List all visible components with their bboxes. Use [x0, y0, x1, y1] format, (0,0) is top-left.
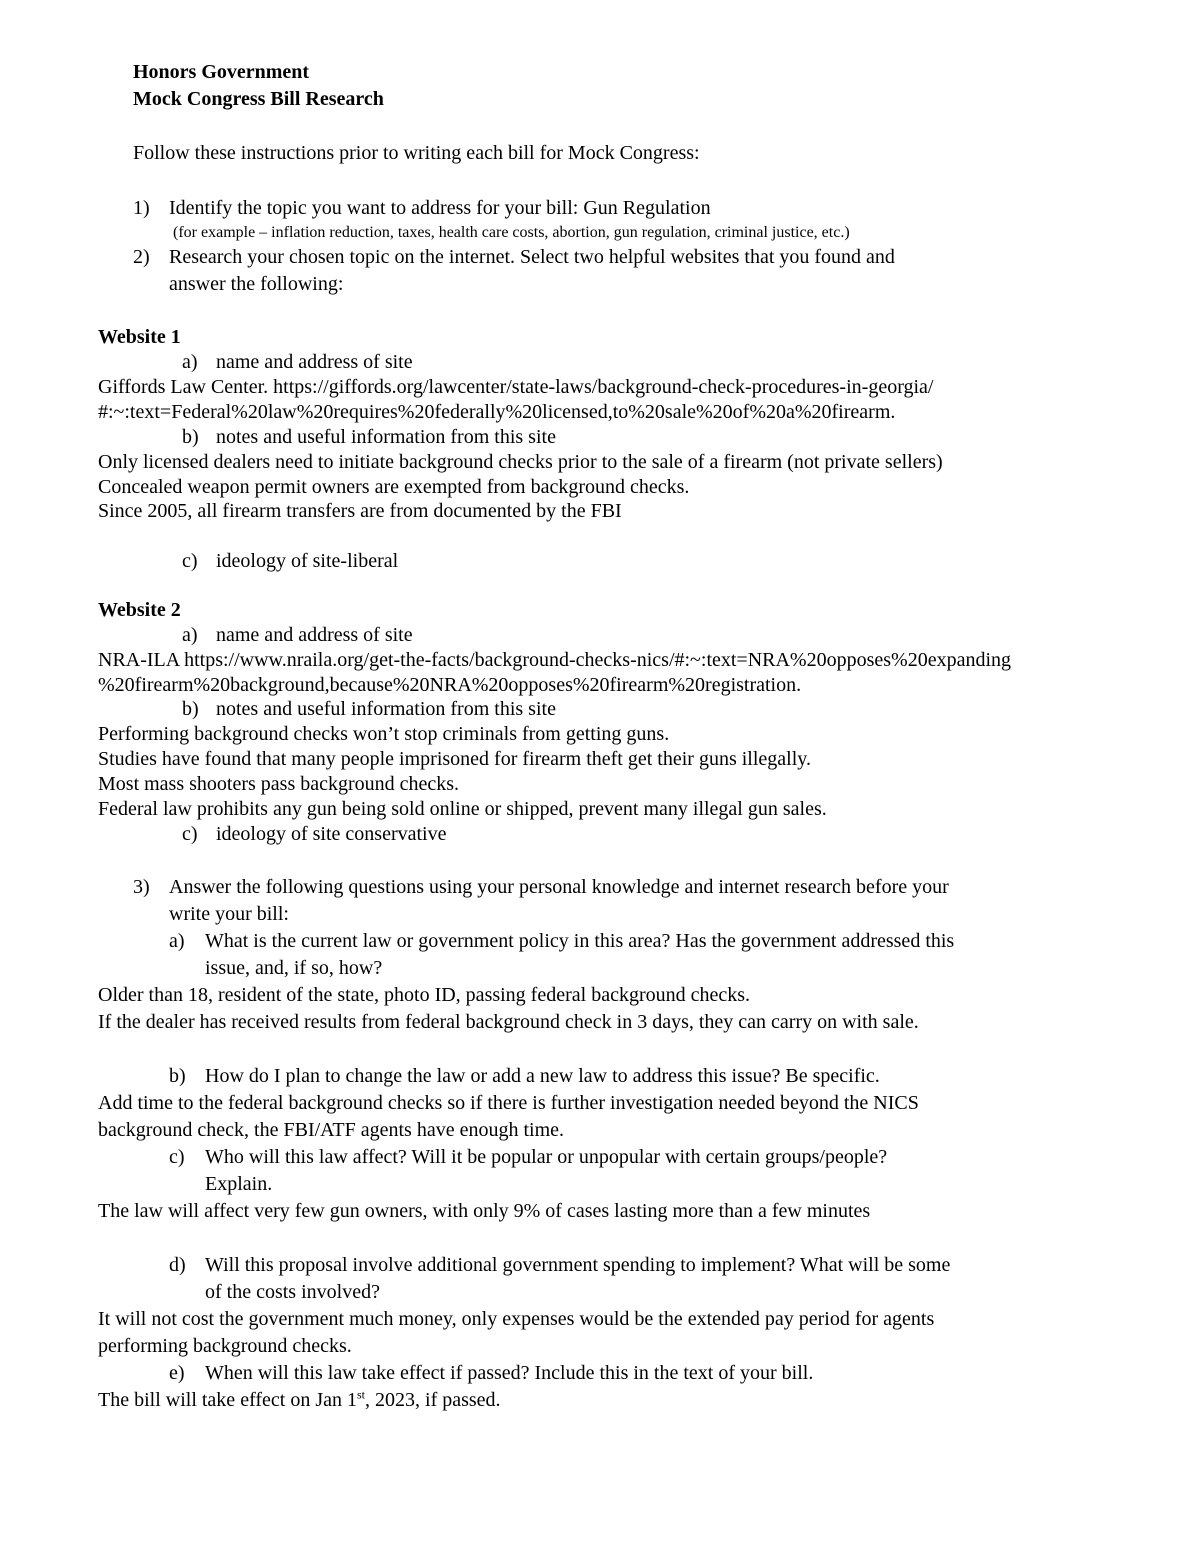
- question-a-number: a): [169, 930, 185, 952]
- website-2-note-3: Most mass shooters pass background checks.: [98, 773, 460, 795]
- step-3-text-line1: Answer the following questions using your personal knowledge and internet research before your: [169, 876, 949, 898]
- website-2-note-4: Federal law prohibits any gun being sold online or shipped, prevent many illegal gun sales.: [98, 798, 827, 820]
- website-2-address-line1: NRA-ILA https://www.nraila.org/get-the-facts/background-checks-nics/#:~:text=NRA%20opposes%20expanding: [98, 649, 1012, 671]
- question-d-line1: Will this proposal involve additional government spending to implement? What will be some: [205, 1254, 951, 1276]
- step-2-text-line2: answer the following:: [169, 273, 344, 295]
- step-1-example: (for example – inflation reduction, taxes, health care costs, abortion, gun regulation, criminal justice, etc.): [173, 224, 850, 241]
- website-1-c-number: c): [182, 550, 198, 572]
- answer-a-line1: Older than 18, resident of the state, photo ID, passing federal background checks.: [98, 984, 751, 1006]
- step-1-number: 1): [133, 197, 150, 219]
- question-a-line1: What is the current law or government policy in this area? Has the government addressed this: [205, 930, 955, 952]
- answer-e-text: The bill will take effect on Jan 1: [98, 1389, 357, 1411]
- question-c-line2: Explain.: [205, 1173, 273, 1195]
- website-2-ideology: ideology of site conservative: [216, 823, 447, 845]
- answer-b-line1: Add time to the federal background checks so if there is further investigation needed beyond the NICS: [98, 1092, 919, 1114]
- website-2-heading: Website 2: [98, 599, 181, 621]
- website-2-address-line2: %20firearm%20background,because%20NRA%20opposes%20firearm%20registration.: [98, 674, 802, 696]
- website-1-heading: Website 1: [98, 326, 181, 348]
- answer-e: [98, 1388, 501, 1412]
- website-2-b-label: notes and useful information from this site: [216, 698, 556, 720]
- question-b-number: b): [169, 1065, 186, 1087]
- answer-a-line2: If the dealer has received results from federal background check in 3 days, they can carry on with sale.: [98, 1011, 919, 1033]
- website-1-b-label: notes and useful information from this site: [216, 426, 556, 448]
- answer-d-line2: performing background checks.: [98, 1335, 352, 1357]
- website-1-address-line1: Giffords Law Center. https://giffords.org/lawcenter/state-laws/background-check-procedures-in-georgia/: [98, 376, 934, 398]
- course-title: Honors Government: [133, 61, 310, 83]
- step-2-text-line1: Research your chosen topic on the internet. Select two helpful websites that you found and: [169, 246, 895, 268]
- website-2-b-number: b): [182, 698, 199, 720]
- question-d-number: d): [169, 1254, 186, 1276]
- step-1-text: Identify the topic you want to address for your bill: Gun Regulation: [169, 197, 711, 219]
- website-1-b-number: b): [182, 426, 199, 448]
- step-2-number: 2): [133, 246, 150, 268]
- answer-c: The law will affect very few gun owners, with only 9% of cases lasting more than a few minutes: [98, 1200, 871, 1222]
- question-e-number: e): [169, 1362, 185, 1384]
- answer-e-tail: , 2023, if passed.: [365, 1389, 501, 1411]
- website-2-a-label: name and address of site: [216, 624, 413, 646]
- website-1-a-label: name and address of site: [216, 351, 413, 373]
- website-1-ideology: ideology of site-liberal: [216, 550, 399, 572]
- question-b-text: How do I plan to change the law or add a new law to address this issue? Be specific.: [205, 1065, 880, 1087]
- answer-d-line1: It will not cost the government much money, only expenses would be the extended pay period for agents: [98, 1308, 935, 1330]
- document-title: Mock Congress Bill Research: [133, 88, 384, 110]
- question-c-number: c): [169, 1146, 185, 1168]
- website-2-note-2: Studies have found that many people imprisoned for firearm theft get their guns illegally.: [98, 748, 811, 770]
- intro-instructions: Follow these instructions prior to writing each bill for Mock Congress:: [133, 142, 700, 164]
- answer-b-line2: background check, the FBI/ATF agents have enough time.: [98, 1119, 564, 1141]
- step-3-text-line2: write your bill:: [169, 903, 289, 925]
- website-2-note-1: Performing background checks won’t stop criminals from getting guns.: [98, 723, 670, 745]
- website-1-note-1: Only licensed dealers need to initiate background checks prior to the sale of a firearm (not private sellers): [98, 451, 943, 473]
- question-d-line2: of the costs involved?: [205, 1281, 380, 1303]
- website-1-a-number: a): [182, 351, 198, 373]
- step-3-number: 3): [133, 876, 150, 898]
- question-a-line2: issue, and, if so, how?: [205, 957, 383, 979]
- website-1-note-3: Since 2005, all firearm transfers are from documented by the FBI: [98, 500, 622, 522]
- website-2-c-number: c): [182, 823, 198, 845]
- website-2-a-number: a): [182, 624, 198, 646]
- question-e-text: When will this law take effect if passed? Include this in the text of your bill.: [205, 1362, 814, 1384]
- question-c-line1: Who will this law affect? Will it be popular or unpopular with certain groups/people?: [205, 1146, 888, 1168]
- answer-e-superscript: st: [357, 1387, 366, 1402]
- website-1-note-2: Concealed weapon permit owners are exempted from background checks.: [98, 476, 690, 498]
- website-1-address-line2: #:~:text=Federal%20law%20requires%20federally%20licensed,to%20sale%20of%20a%20firearm.: [98, 401, 896, 423]
